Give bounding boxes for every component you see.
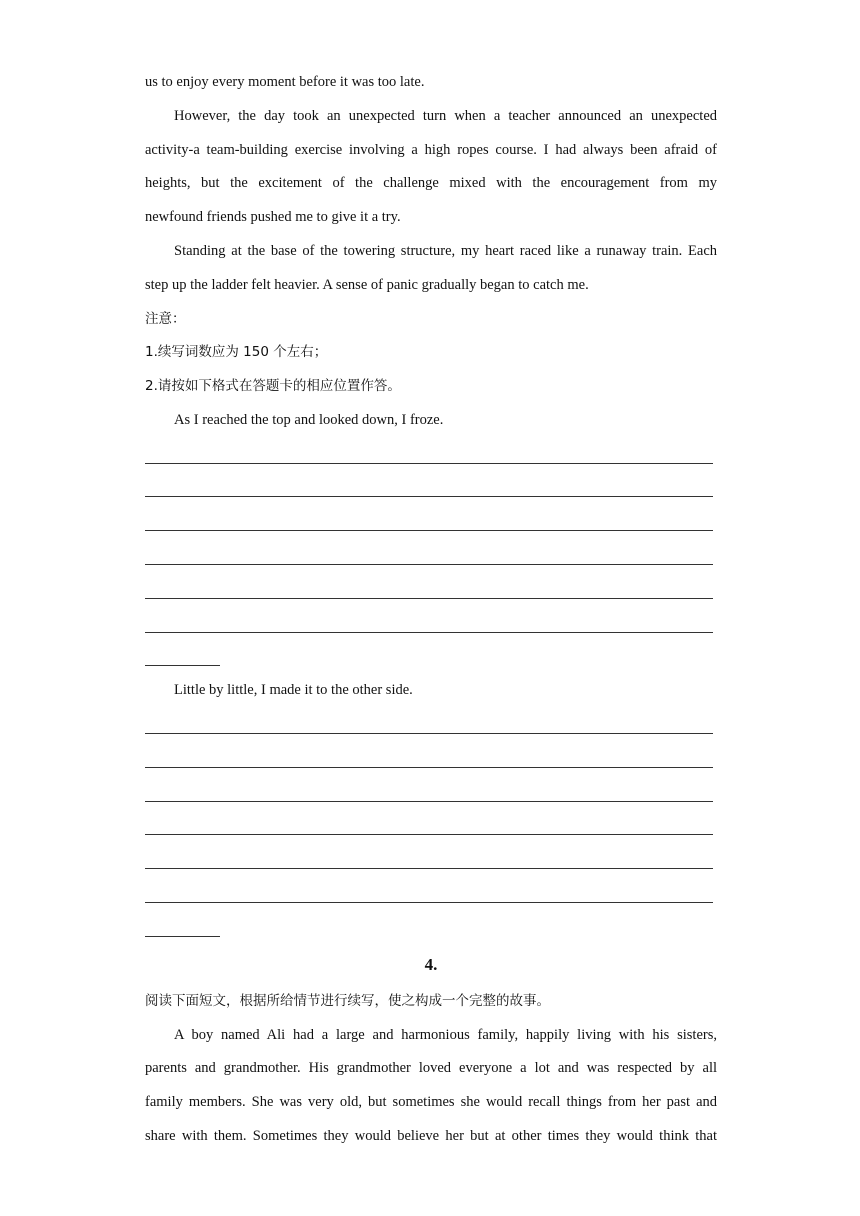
text-line: step up the ladder felt heavier. A sense of panic gradually began to catch me. <box>145 276 589 293</box>
answer-line-end[interactable] <box>145 911 717 945</box>
answer-line[interactable] <box>145 843 717 877</box>
note-item: 2.请按如下格式在答题卡的相应位置作答。 <box>145 378 401 395</box>
text-line: parents and grandmother. His grandmother loved everyone a lot and was respected by all <box>145 1060 717 1077</box>
text-line: However, the day took an unexpected turn when a teacher announced an unexpected <box>174 107 717 124</box>
text-line: Standing at the base of the towering structure, my heart raced like a runaway train. Each <box>174 242 717 259</box>
text-line: activity-a team-building exercise involving a high ropes course. I had always been afraid of <box>145 141 717 158</box>
answer-line[interactable] <box>145 607 717 641</box>
question-instruction: 阅读下面短文，根据所给情节进行续写，使之构成一个完整的故事。 <box>145 992 550 1009</box>
writing-prompt: Little by little, I made it to the other side. <box>174 682 413 699</box>
answer-line[interactable] <box>145 776 717 810</box>
answer-line[interactable] <box>145 472 717 506</box>
answer-line[interactable] <box>145 877 717 911</box>
answer-line-end[interactable] <box>145 641 717 675</box>
question-number: 4. <box>424 954 438 974</box>
note-item: 1.续写词数应为 150 个左右； <box>145 344 328 361</box>
answer-line[interactable] <box>145 573 717 607</box>
text-line: family members. She was very old, but sometimes she would recall things from her past and <box>145 1094 717 1111</box>
text-line: newfound friends pushed me to give it a try. <box>145 209 401 226</box>
answer-line[interactable] <box>145 708 717 742</box>
note-label: 注意： <box>145 310 186 327</box>
text-line: us to enjoy every moment before it was too late. <box>145 74 425 90</box>
answer-line[interactable] <box>145 742 717 776</box>
answer-line[interactable] <box>145 505 717 539</box>
text-line: share with them. Sometimes they would believe her but at other times they would think that <box>145 1127 717 1144</box>
text-line: A boy named Ali had a large and harmonious family, happily living with his sisters, <box>174 1026 717 1043</box>
writing-prompt: As I reached the top and looked down, I froze. <box>174 411 444 428</box>
answer-line[interactable] <box>145 539 717 573</box>
document-content <box>145 66 717 1154</box>
text-line: heights, but the excitement of the challenge mixed with the encouragement from my <box>145 175 717 192</box>
answer-line[interactable] <box>145 438 717 472</box>
answer-line[interactable] <box>145 810 717 844</box>
